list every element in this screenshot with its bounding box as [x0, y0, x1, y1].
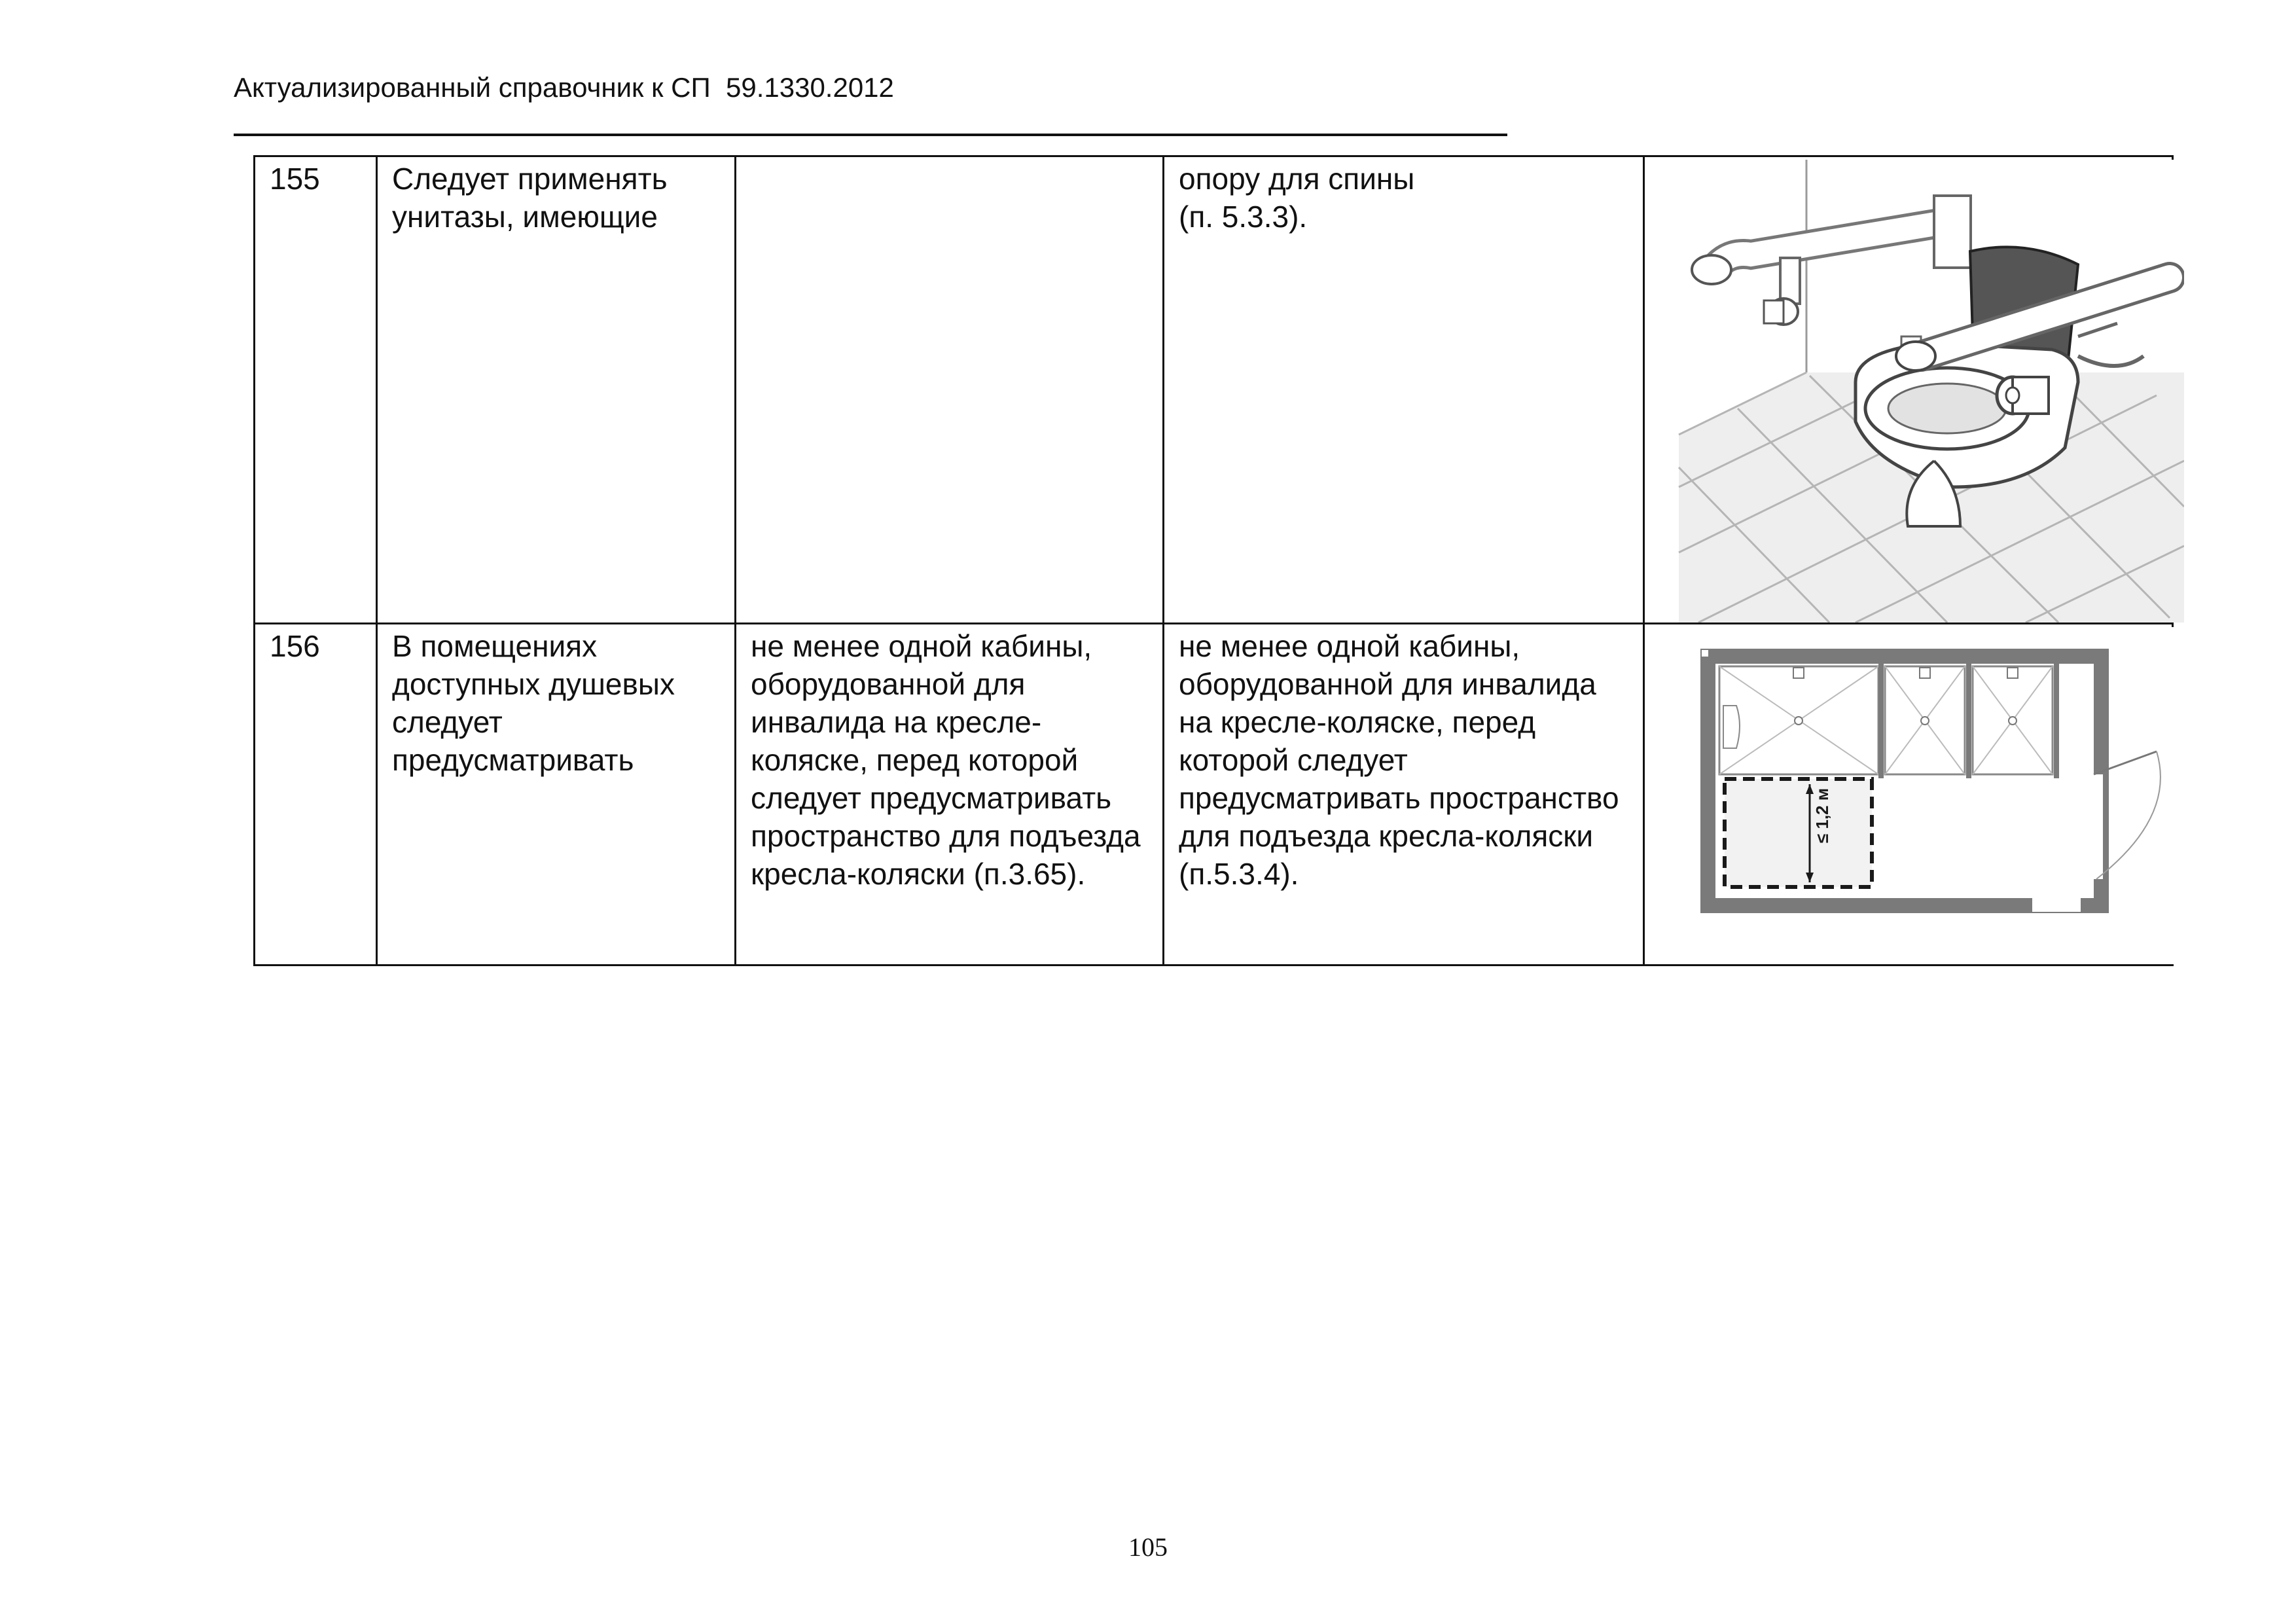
requirements-table: [253, 155, 2174, 966]
row-number: 156: [255, 624, 377, 965]
dimension-label: ≤ 1,2 м: [1812, 787, 1832, 843]
old-norm-text: [736, 156, 1164, 624]
new-norm-text: не менее одной кабины, оборудованной для инвалида на кресле-коляске, перед которой следует предусматривать пространство для подъезда кресла-коляски (п.5.3.4).: [1164, 624, 1644, 965]
requirement-text: В помещениях доступных душевых следует предусматривать: [377, 624, 736, 965]
shower-plan-illustration: [1659, 627, 2184, 964]
old-norm-text: не менее одной кабины, оборудованной для инвалида на кресле-коляске, перед которой следует предусматривать пространство для подъезда кресла-коляски (п.3.65).: [736, 624, 1164, 965]
page-number: 105: [1128, 1532, 1168, 1562]
table-row: [255, 624, 2173, 965]
toilet-illustration: [1659, 160, 2184, 623]
row-number: 155: [255, 156, 377, 624]
illustration-cell: [1644, 624, 2173, 965]
new-norm-text: опору для спины (п. 5.3.3).: [1164, 156, 1644, 624]
page-header-title: Актуализированный справочник к СП 59.1330.2012: [234, 72, 894, 103]
table-row: [255, 156, 2173, 624]
illustration-cell: [1644, 156, 2173, 624]
requirement-text: Следует применять унитазы, имеющие: [377, 156, 736, 624]
header-divider: [234, 134, 1507, 136]
